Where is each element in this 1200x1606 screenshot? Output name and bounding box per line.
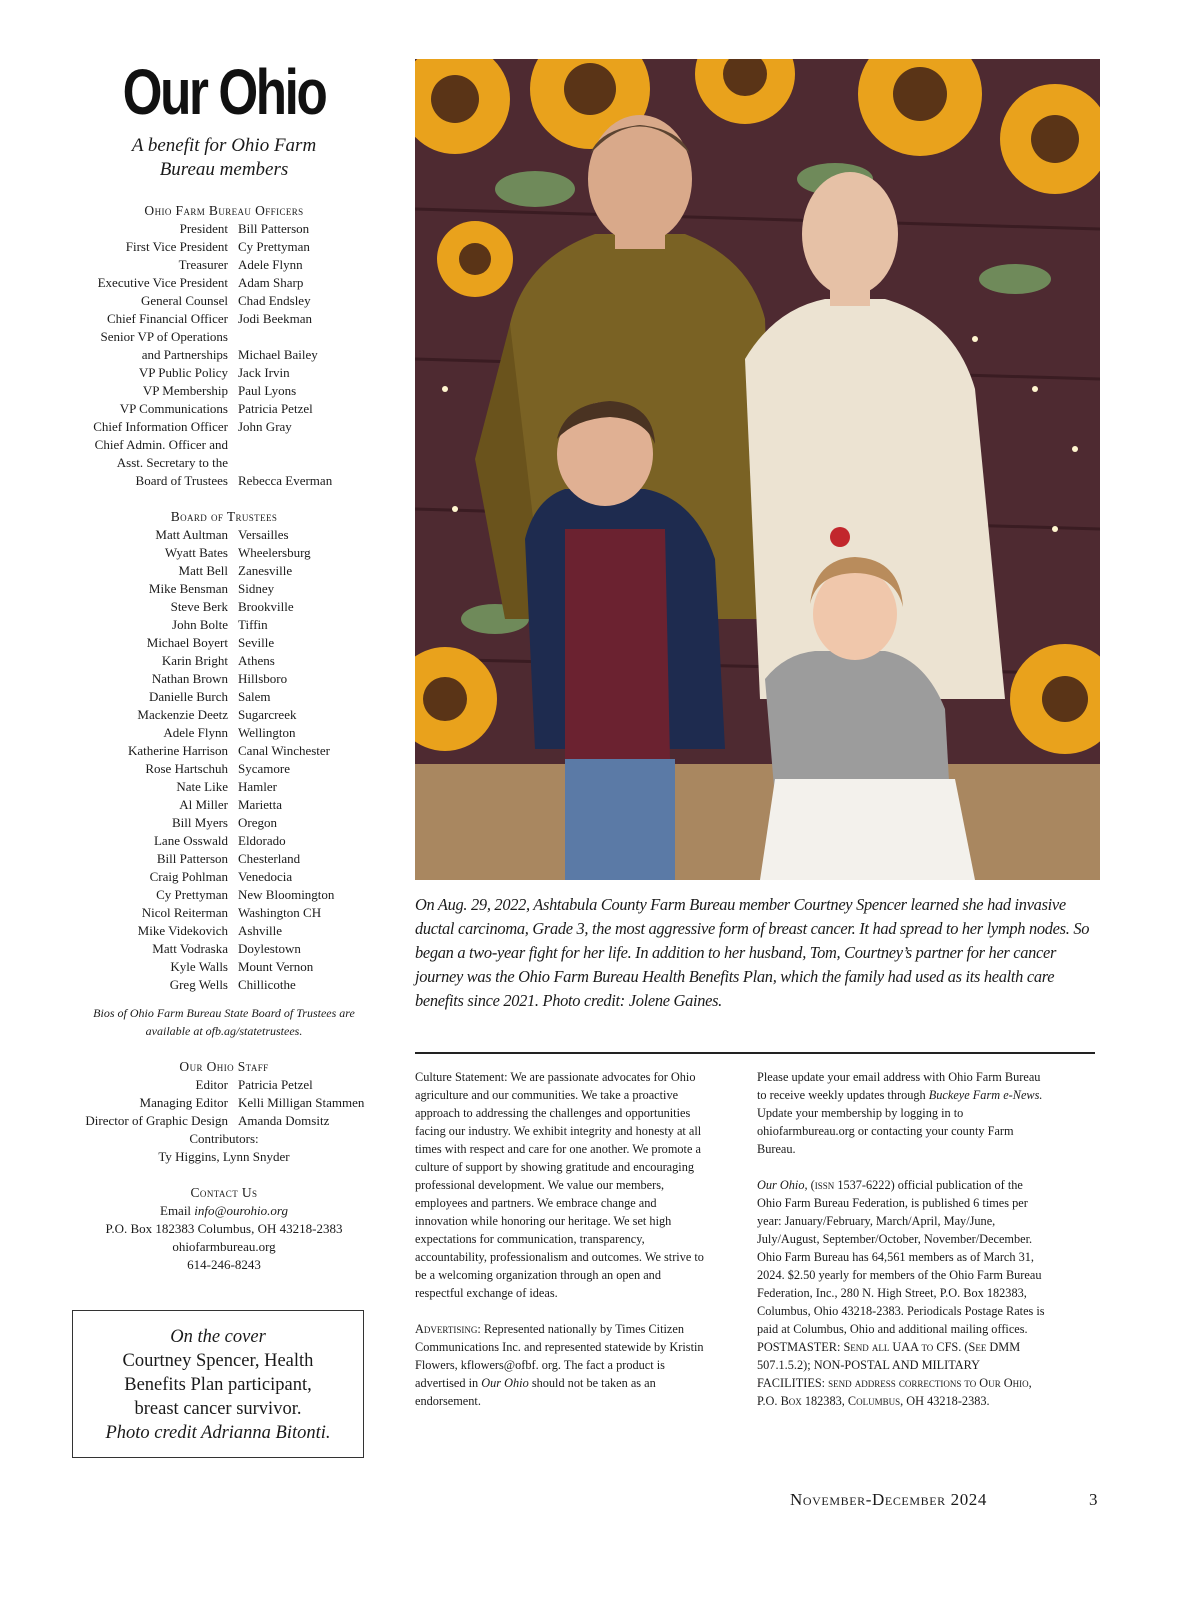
masthead-title: Our Ohio xyxy=(122,56,326,128)
contact-phone: 614-246-8243 xyxy=(187,1257,261,1272)
trustee-value: Hillsboro xyxy=(238,671,288,686)
cover-credit: Photo credit Adrianna Bitonti. xyxy=(105,1423,331,1443)
trustee-value: Canal Winchester xyxy=(238,743,331,758)
trustee-row xyxy=(74,616,374,634)
trustee-role: Al Miller xyxy=(179,797,228,812)
trustee-role: Bill Patterson xyxy=(156,851,228,866)
trustee-row xyxy=(74,670,374,688)
advertising-text-2: should not be taken as an endorsement. xyxy=(415,1376,656,1408)
officer-row xyxy=(74,292,374,310)
trustee-row xyxy=(74,724,374,742)
trustee-value: Brookville xyxy=(238,599,294,614)
trustee-row xyxy=(74,742,374,760)
trustee-value: Sugarcreek xyxy=(238,707,297,722)
contact-email[interactable]: info@ourohio.org xyxy=(194,1203,288,1218)
trustee-role: Karin Bright xyxy=(161,653,228,668)
officer-role: and Partnerships xyxy=(141,347,228,362)
trustee-row xyxy=(74,778,374,796)
trustee-value: New Bloomington xyxy=(238,887,335,902)
page-number: 3 xyxy=(1089,1490,1098,1509)
trustee-row xyxy=(74,796,374,814)
trustee-row xyxy=(74,760,374,778)
trustee-row xyxy=(74,832,374,850)
officers-heading: Ohio Farm Bureau Officers xyxy=(144,203,304,218)
trustee-role: Wyatt Bates xyxy=(164,545,228,560)
publication-issn: (issn 1537-6222) xyxy=(810,1178,895,1192)
trustee-row xyxy=(74,940,374,958)
trustee-role: Michael Boyert xyxy=(146,635,228,650)
trustee-value: Salem xyxy=(238,689,271,704)
officer-row xyxy=(74,238,374,256)
trustee-value: Eldorado xyxy=(238,833,286,848)
officer-row xyxy=(74,310,374,328)
publication-column xyxy=(757,1068,1049,1410)
officer-role: VP Public Policy xyxy=(138,365,228,380)
trustee-row xyxy=(74,598,374,616)
culture-statement: Culture Statement: We are passionate advocates for Ohio agriculture and our communities. We take a proactive approach to addressing the challenges and opportunities facing our industry. We exhibit integrity and honesty at all times with respect and care for one another. We promote a culture of support by showing gratitude and encouraging professional development. We value our members, employees and partners. We embrace change and innovation while honoring our heritage. We set high expectations for communication, transparency, accountability, professionalism and outcomes. We strive to be a welcoming organization through an open and respectful exchange of ideas. xyxy=(415,1070,704,1300)
staff-role: Managing Editor xyxy=(139,1095,228,1110)
officer-row xyxy=(74,274,374,292)
officer-value: Adam Sharp xyxy=(238,275,304,290)
left-column xyxy=(74,50,374,1274)
staff-roster xyxy=(74,1076,374,1130)
trustee-role: Mike Videkovich xyxy=(137,923,228,938)
officer-row xyxy=(74,436,374,454)
publication-text: official publication of the Ohio Farm Bureau Federation, is published 6 times per year: January/February, March/April, May/June, July/August, September/October, November/December. Ohio Farm Bureau has 64,561 members as of March 31, 2024. $2.50 yearly for members of the Ohio Farm Bureau Federation, Inc., 280 N. High Street, P.O. Box 182383, Columbus, Ohio 43218-2383. Periodicals Postage Rates is paid at Columbus, Ohio and additional mailing offices. xyxy=(757,1178,1045,1336)
publication-name: Our Ohio, xyxy=(757,1178,808,1192)
trustee-value: Tiffin xyxy=(238,617,268,632)
advertising-notice xyxy=(415,1320,707,1410)
advertising-label: Advertising: xyxy=(415,1322,481,1336)
contact-website[interactable]: ohiofarmbureau.org xyxy=(172,1239,276,1254)
trustee-row xyxy=(74,634,374,652)
officer-role: First Vice President xyxy=(125,239,228,254)
officer-value: Cy Prettyman xyxy=(238,239,310,254)
officer-value: Patricia Petzel xyxy=(238,401,313,416)
officer-role: Asst. Secretary to the xyxy=(116,455,228,470)
trustee-role: Rose Hartschuh xyxy=(145,761,228,776)
officer-value: Jodi Beekman xyxy=(238,311,313,326)
officer-value xyxy=(238,328,374,346)
update-text-2: Update your membership by logging in to ohiofarmbureau.org or contacting your county Farm Bureau. xyxy=(757,1106,1014,1156)
officer-value: Jack Irvin xyxy=(238,365,290,380)
trustee-role: Cy Prettyman xyxy=(156,887,228,902)
trustee-role: Mackenzie Deetz xyxy=(137,707,228,722)
trustee-value: Chillicothe xyxy=(238,977,296,992)
officer-value: Adele Flynn xyxy=(238,257,303,272)
staff-row xyxy=(74,1076,374,1094)
trustee-row xyxy=(74,562,374,580)
staff-row xyxy=(74,1094,374,1112)
trustee-value: Wheelersburg xyxy=(238,545,311,560)
officer-role: General Counsel xyxy=(140,293,228,308)
officer-row xyxy=(74,328,374,346)
staff-value: Kelli Milligan Stammen xyxy=(238,1095,365,1110)
trustee-row xyxy=(74,688,374,706)
trustee-role: Katherine Harrison xyxy=(128,743,228,758)
trustee-row xyxy=(74,922,374,940)
officer-value xyxy=(238,454,374,472)
photo-caption: On Aug. 29, 2022, Ashtabula County Farm Bureau member Courtney Spencer learned she had invasive ductal carcinoma, Grade 3, the most aggressive form of breast cancer. It had spread to her lymph nodes. So began a two-year fight for her life. In addition to her husband, Tom, Courtney’s partner for her cancer journey was the Ohio Farm Bureau Health Benefits Plan, which the family had used as its health care benefits since 2021. Photo credit: Jolene Gaines. xyxy=(415,895,1090,1010)
officer-value: Bill Patterson xyxy=(238,221,310,236)
contact-email-label: Email xyxy=(160,1203,192,1218)
trustee-value: Seville xyxy=(238,635,275,650)
cover-line-1: Courtney Spencer, Health xyxy=(122,1351,314,1371)
staff-value: Patricia Petzel xyxy=(238,1077,313,1092)
advertising-pub-name: Our Ohio xyxy=(481,1376,529,1390)
officer-role: Chief Admin. Officer and xyxy=(94,437,228,452)
trustee-value: Chesterland xyxy=(238,851,301,866)
trustee-row xyxy=(74,868,374,886)
family-photo-illustration xyxy=(415,59,1100,880)
officer-value: Rebecca Everman xyxy=(238,473,333,488)
officer-value: John Gray xyxy=(238,419,292,434)
officer-row xyxy=(74,364,374,382)
cover-line-2: Benefits Plan participant, xyxy=(124,1375,312,1395)
trustee-row xyxy=(74,706,374,724)
on-the-cover-box xyxy=(72,1310,364,1458)
officer-row xyxy=(74,220,374,238)
trustees-bios-note: Bios of Ohio Farm Bureau State Board of Trustees are available at ofb.ag/statetrustees. xyxy=(93,1006,355,1038)
trustees-roster xyxy=(74,526,374,994)
trustee-value: Versailles xyxy=(238,527,289,542)
trustee-value: Marietta xyxy=(238,797,283,812)
officer-role: Senior VP of Operations xyxy=(100,329,228,344)
trustee-row xyxy=(74,652,374,670)
trustee-row xyxy=(74,976,374,994)
trustee-row xyxy=(74,904,374,922)
trustee-role: Greg Wells xyxy=(169,977,228,992)
trustee-value: Mount Vernon xyxy=(238,959,314,974)
trustee-role: Nathan Brown xyxy=(151,671,228,686)
trustee-value: Wellington xyxy=(238,725,296,740)
officer-row xyxy=(74,382,374,400)
trustee-role: Adele Flynn xyxy=(163,725,228,740)
officer-role: VP Membership xyxy=(142,383,228,398)
cover-line-3: breast cancer survivor. xyxy=(134,1399,302,1419)
trustee-role: Matt Aultman xyxy=(155,527,228,542)
postmaster-text: POSTMASTER: Send all UAA to CFS. (See DMM 507.1.5.2); NON-POSTAL AND MILITARY FACILITIES: send address corrections to Our Ohio, P.O. Box 182383, Columbus, OH 43218-2383. xyxy=(757,1340,1032,1408)
trustee-value: Ashville xyxy=(238,923,283,938)
trustee-role: Kyle Walls xyxy=(170,959,228,974)
trustee-role: John Bolte xyxy=(172,617,228,632)
trustee-row xyxy=(74,544,374,562)
trustee-row xyxy=(74,526,374,544)
trustee-row xyxy=(74,850,374,868)
trustee-row xyxy=(74,886,374,904)
officers-roster xyxy=(74,220,374,490)
update-enews: Buckeye Farm e-News. xyxy=(928,1088,1043,1102)
trustee-role: Matt Vodraska xyxy=(152,941,228,956)
staff-role: Editor xyxy=(195,1077,228,1092)
trustee-value: Venedocia xyxy=(238,869,293,884)
trustee-value: Doylestown xyxy=(238,941,301,956)
contact-email-line xyxy=(74,1202,374,1220)
trustee-role: Nate Like xyxy=(176,779,228,794)
culture-column xyxy=(415,1068,707,1410)
trustee-value: Hamler xyxy=(238,779,277,794)
officer-row xyxy=(74,472,374,490)
trustee-role: Lane Osswald xyxy=(153,833,228,848)
trustee-role: Matt Bell xyxy=(178,563,228,578)
officer-row xyxy=(74,256,374,274)
trustee-value: Oregon xyxy=(238,815,277,830)
trustees-heading: Board of Trustees xyxy=(170,509,278,524)
footer-issue: November-December 2024 xyxy=(790,1490,988,1509)
staff-heading: Our Ohio Staff xyxy=(179,1059,269,1074)
officer-value: Paul Lyons xyxy=(238,383,297,398)
trustee-value: Athens xyxy=(238,653,275,668)
publication-info xyxy=(757,1176,1049,1410)
staff-role: Director of Graphic Design xyxy=(85,1113,228,1128)
officer-role: VP Communications xyxy=(119,401,228,416)
trustee-row xyxy=(74,958,374,976)
family-photo xyxy=(415,59,1100,880)
trustee-role: Danielle Burch xyxy=(148,689,228,704)
officer-row xyxy=(74,418,374,436)
officer-row xyxy=(74,454,374,472)
officer-role: Chief Financial Officer xyxy=(106,311,228,326)
section-divider xyxy=(415,1052,1095,1054)
officer-role: Chief Information Officer xyxy=(93,419,228,434)
officer-row xyxy=(74,400,374,418)
officer-value: Michael Bailey xyxy=(238,347,318,362)
trustee-value: Zanesville xyxy=(238,563,293,578)
officer-role: Treasurer xyxy=(178,257,228,272)
trustee-value: Washington CH xyxy=(238,905,322,920)
contributors-names: Ty Higgins, Lynn Snyder xyxy=(158,1149,290,1164)
trustee-role: Mike Bensman xyxy=(148,581,228,596)
trustee-value: Sidney xyxy=(238,581,275,596)
contact-address: P.O. Box 182383 Columbus, OH 43218-2383 xyxy=(105,1221,343,1236)
update-email-notice xyxy=(757,1068,1049,1158)
officer-role: Board of Trustees xyxy=(135,473,228,488)
trustee-role: Steve Berk xyxy=(170,599,228,614)
staff-value: Amanda Domsitz xyxy=(238,1113,330,1128)
officer-role: Executive Vice President xyxy=(97,275,228,290)
trustee-row xyxy=(74,814,374,832)
trustee-role: Bill Myers xyxy=(172,815,228,830)
trustee-role: Craig Pohlman xyxy=(149,869,228,884)
trustee-role: Nicol Reiterman xyxy=(141,905,228,920)
officer-row xyxy=(74,346,374,364)
trustee-value: Sycamore xyxy=(238,761,290,776)
masthead-tagline: A benefit for Ohio Farm Bureau members xyxy=(131,135,317,180)
advertising-text-1: Represented nationally by Times Citizen Communications Inc. and represented statewide by Kristin Flowers, kflowers@ofbf. org. The fact a product is advertised in xyxy=(415,1322,704,1390)
contributors-label: Contributors: xyxy=(189,1131,259,1146)
officer-value: Chad Endsley xyxy=(238,293,311,308)
update-text-1: Please update your email address with Ohio Farm Bureau to receive weekly updates through xyxy=(757,1070,1041,1102)
officer-role: President xyxy=(179,221,228,236)
officer-value xyxy=(238,436,374,454)
staff-row xyxy=(74,1112,374,1130)
trustee-row xyxy=(74,580,374,598)
cover-heading: On the cover xyxy=(170,1327,266,1347)
contact-heading: Contact Us xyxy=(190,1185,258,1200)
